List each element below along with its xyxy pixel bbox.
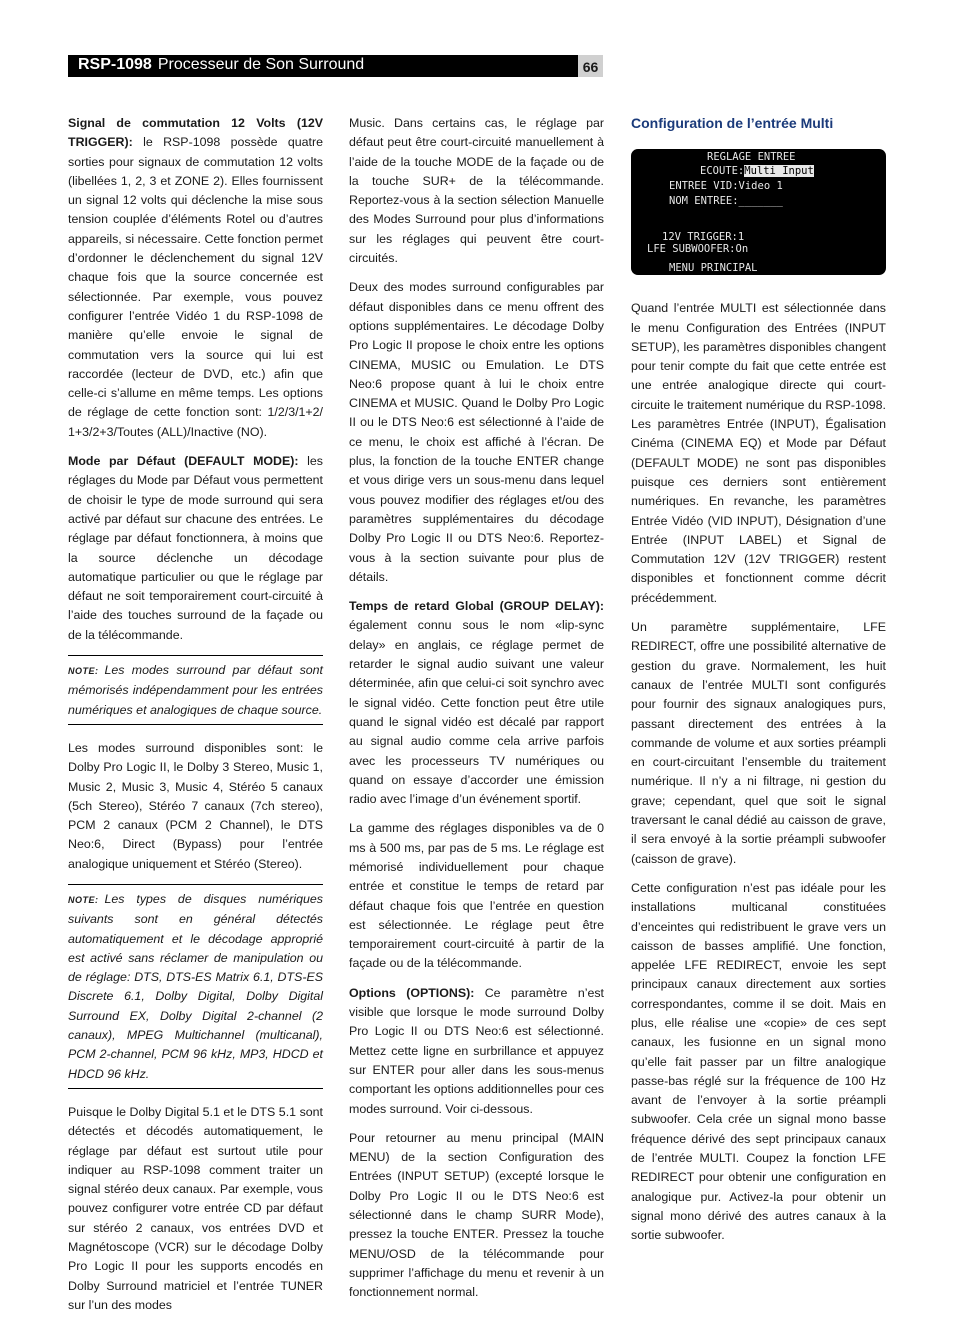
paragraph-main-menu: Pour retourner au menu principal (MAIN MENU) de la section Configuration des Entrées (INPUT SETUP) (excepté lorsque le Dolby Pro Logic II ou le DTS Neo:6 est sélectionné dans le champ SURR Mode), pressez la touche ENTER. Pressez la touche MENU/OSD de la télécommande pour supprimer l’affichage du menu et revenir à un fonctionnement normal.	[349, 1130, 604, 1300]
paragraph-text: Ce paramètre n’est visible que lorsque le mode surround Dolby Pro Logic II ou DTS Neo:6 est sélectionné. Mettez cette ligne en surbrillance et appuyez sur ENTER pour aller dans les sous-menus comportant les options additionnelles pour ces modes surround. Voir ci-dessous.	[349, 985, 605, 1116]
osd-selected-value: Multi Input	[744, 165, 814, 178]
note-box	[68, 884, 323, 1089]
paragraph-lfe-redirect: Un paramètre supplémentaire, LFE REDIRECT, offre une possibilité alternative de gestion du grave. Normalement, les huit canaux de l’entrée MULTI sont configurés pour fournir des signaux analogiques purs, passant directement des entrées à la commande de volume et aux sorties préampli en court-circuitant l’ensemble du traitement numérique. Il n’y a ni filtrage, ni gestion du grave; cependant, quel que soit le signal traversant le canal dédié au caisson de grave, il sera envoyé à la sortie préampli subwoofer (caisson de grave).	[631, 620, 886, 866]
paragraph-options-intro: Deux des modes surround configurables par défaut disponibles dans ce menu offrent des options supplémentaires. Le décodage Dolby Pro Logic II propose le choix entre les options CINEMA, MUSIC ou Emulation. Le DTS Neo:6 propose quant à lui le choix entre CINEMA et MUSIC. Quand le Dolby Pro Logic II ou le DTS Neo:6 est sélectionné à l’aide de ce menu, le choix est affiché à l’écran. De plus, la fonction de la touche ENTER change et vous dirige vers un sous-menu dans lequel vous pouvez modifier des réglages et/ou des paramètres supplémentaires du décodage Dolby Pro Logic II ou DTS Neo:6. Reportez-vous à la section suivante pour plus de détails.	[349, 280, 604, 584]
paragraph-text: le RSP-1098 possède quatre sorties pour signaux de commutation 12 volts (libellées 1, 2, 3 et ZONE 2). Elles fournissent un signal 12 volts qui déclenche la mise sous tension couplée d’éléments Rotel ou d’autres appareils, si nécessaire. Cette fonction permet d’ordonner le déclenchement du signal 12V chaque fois que la source concernée est sélectionnée. Par exemple, vous pouvez configurer l’entrée Vidéo 1 du RSP-1098 de manière qu’elle envoie le signal de commutation vers la source qui lui est raccordée (lecteur de DVD, etc.) afin que celle-ci s’allume en même temps. Les options de réglage de cette fonction sont: 1/2/3/1+2/ 1+3/2+3/Toutes (ALL)/Inactive (NO).	[68, 135, 323, 439]
osd-title: REGLAGE ENTREE	[707, 151, 796, 164]
paragraph-multi-input: Quand l’entrée MULTI est sélectionnée dans le menu Configuration des Entrées (INPUT SETUP), les paramètres disponibles changent pour tenir compte du fait que cette entrée est une entrée analogique directe qui court-circuite le traitement numérique du RSP-1098. Les paramètres Entrée (INPUT), Égalisation Cinéma (CINEMA EQ) et Mode par Défaut (DEFAULT MODE) ne sont pas disponibles puisque ces derniers sont entièrement numériques. En revanche, les paramètres Entrée Vidéo (VID INPUT), Désignation d’une Entrée (INPUT LABEL) et Signal de Commutation 12V (12V TRIGGER) restent disponibles et fonctionnent comme décrit précédemment.	[631, 301, 886, 605]
model-name: RSP-1098	[78, 56, 152, 73]
term-group-delay: Temps de retard Global (GROUP DELAY):	[349, 599, 604, 614]
osd-line-video: ENTREE VID:Video 1	[669, 180, 783, 193]
page-number: 66	[578, 55, 603, 77]
paragraph-text: les réglages du Mode par Défaut vous permettent de choisir le type de mode surround qui sera activé par défaut sur chacune des entrées. Le réglage par défaut fonctionnera, à moins que la source déclenche un décodage automatique particulier ou que le réglage par défaut ne soit temporairement court-circuité à l’aide des touches surround de la façade ou de la télécommande.	[68, 454, 323, 642]
column-3	[631, 114, 886, 1256]
paragraph-text: également connu sous le nom «lip-sync delay» en anglais, ce réglage permet de retarder le signal audio suivant une valeur déterminée, afin que celui-ci soit synchro avec le signal vidéo. Cette fonction peut être utile quand le signal vidéo est décalé par rapport au signal audio comme cela arrive parfois avec les processeurs TV numériques ou quand on essaye d’accorder une émission radio avec l’image d’un événement sportif.	[349, 618, 604, 807]
section-title: Configuration de l’entrée Multi	[631, 115, 834, 131]
note-tag: NOTE:	[68, 894, 99, 905]
note-tag: NOTE:	[68, 666, 99, 677]
osd-line-subwoofer: LFE SUBWOOFER:On	[647, 243, 749, 256]
paragraph-music: Music. Dans certains cas, le réglage par défaut peut être court-circuité manuellement à l’aide de la touche MODE de la façade ou de la touche SUR+ de la télécommande. Reportez-vous à la section sélection Manuelle des Modes Surround pour plus d’informations sur les réglages qui peuvent être court-circuités.	[349, 116, 604, 266]
osd-line-main-menu: MENU PRINCIPAL	[669, 262, 758, 275]
note-text: Les types de disques numériques suivants sont en général détectés automatiquement et le décodage approprié est activé sans réclamer de manipulation ou de réglage: DTS, DTS-ES Matrix 6.1, DTS-ES Discrete 6.1, Dolby Digital, Dolby Digital Surround EX, Dolby Digital 2-channel (2 canaux), MPEG Multichannel (multicanal), PCM 2-channel, PCM 96 kHz, MP3, HDCD et HDCD 96 kHz.	[68, 891, 323, 1081]
header-title	[78, 56, 364, 74]
osd-line-trigger: 12V TRIGGER:1	[662, 231, 745, 244]
paragraph-options	[349, 984, 604, 1119]
osd-label: ECOUTE:	[700, 165, 745, 178]
osd-screen	[631, 149, 886, 275]
paragraph-dolby-dts: Puisque le Dolby Digital 5.1 et le DTS 5.1 sont détectés et décodés automatiquement, le réglage par défaut est surtout utile pour indiquer au RSP-1098 comment traiter un signal stéréo deux canaux. Par exemple, vous pouvez configurer votre entrée CD par défaut sur stéréo 2 canaux, vos entrées DVD et Magnétoscope (VCR) sur le décodage Dolby Pro Logic II pour les supports encodés en Dolby Surround matriciel et l’entrée TUNER sur l’un des modes	[68, 1104, 323, 1312]
osd-line-name: NOM ENTREE:_______	[669, 195, 783, 208]
paragraph-available-modes: Les modes surround disponibles sont: le Dolby Pro Logic II, le Dolby 3 Stereo, Music 1, Music 2, Music 3, Music 4, Stéréo 5 canaux (5ch Stereo), Stéréo 7 canaux (7ch stereo), PCM 2 canaux (PCM 2 Channel), le DTS Neo:6, Direct (Bypass) pour l’entrée analogique uniquement et Stéréo (Stereo).	[68, 740, 323, 871]
term-default-mode: Mode par Défaut (DEFAULT MODE):	[68, 454, 299, 469]
paragraph-default-mode	[68, 452, 323, 645]
note-text: Les modes surround par défaut sont mémorisés indépendamment pour les entrées numériques et analogiques de chaque source.	[68, 663, 323, 717]
note-box	[68, 655, 323, 725]
header-bar	[68, 55, 603, 77]
term-12v-trigger: Signal de commutation 12 Volts (12V TRIGGER):	[68, 116, 323, 150]
header-subtitle: Processeur de Son Surround	[157, 56, 365, 73]
term-options: Options (OPTIONS):	[349, 985, 475, 1000]
paragraph-group-delay	[349, 597, 604, 809]
column-2	[349, 114, 604, 1313]
paragraph-lfe-config: Cette configuration n’est pas idéale pour les installations multicanal constituées d’enceintes qui redistribuent le grave vers un caisson de basses amplifié. Une fonction, appelée LFE REDIRECT, envoie les sept principaux canaux directement aux sorties correspondantes, comme il se doit. Mais en plus, elle réalise une «copie» de ces sept canaux, les fusionne en un signal mono qu’elle fait passer par un filtre analogique passe-bas réglé sur la fréquence de 100 Hz avant de l’envoyer à la sortie préampli subwoofer. Cela crée un signal mono basse fréquence dérivé des sept principaux canaux de l’entrée MULTI. Coupez la fonction LFE REDIRECT pour obtenir une configuration en analogique pur. Activez-la pour obtenir un signal mono dérivé des autres canaux à la sortie subwoofer.	[631, 880, 886, 1243]
osd-line-listen	[700, 165, 814, 178]
paragraph-12v-trigger	[68, 114, 323, 442]
column-1	[68, 114, 323, 1325]
paragraph-delay-range: La gamme des réglages disponibles va de 0 ms à 500 ms, par pas de 5 ms. Le réglage est mémorisé individuellement pour chaque entrée et constitue le temps de retard par défaut chaque fois que l’entrée en question est sélectionnée. Le réglage peut être temporairement court-circuité à partir de la façade ou de la télécommande.	[349, 821, 604, 971]
